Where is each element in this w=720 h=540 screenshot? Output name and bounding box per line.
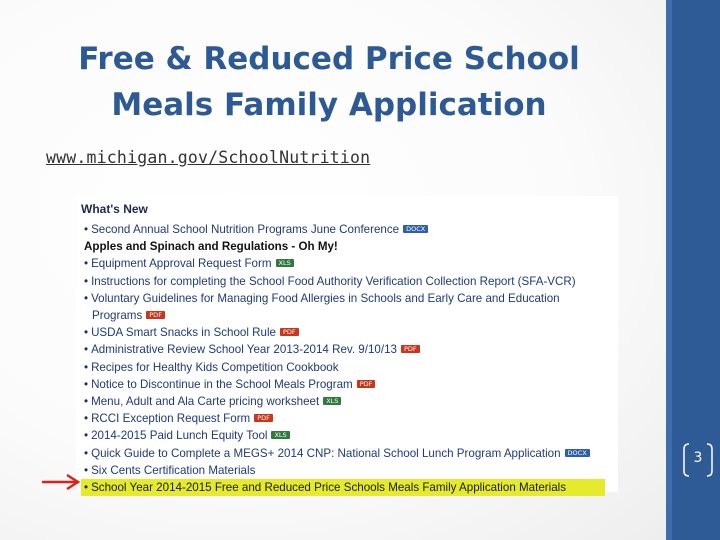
news-item-link[interactable]: RCCI Exception Request Form — [91, 412, 251, 426]
bullet-icon: • — [84, 395, 89, 409]
bullet-icon: • — [84, 377, 89, 391]
news-item[interactable] — [84, 238, 605, 255]
file-type-badge: PDF — [401, 345, 420, 353]
news-item-link[interactable]: USDA Smart Snacks in School Rule — [91, 326, 276, 340]
news-item-link[interactable]: Voluntary Guidelines for Managing Food Allergies in Schools and Early Care and Education — [91, 291, 560, 305]
news-item-link[interactable]: Six Cents Certification Materials — [91, 463, 256, 477]
news-item-link[interactable]: Second Annual School Nutrition Programs June Conference — [91, 223, 400, 236]
bullet-icon: • — [84, 274, 89, 288]
website-screenshot — [76, 196, 618, 495]
bullet-icon: • — [84, 291, 89, 305]
file-type-badge: XLS — [271, 431, 289, 439]
bullet-icon: • — [84, 343, 89, 357]
news-item[interactable] — [84, 427, 605, 444]
news-item[interactable] — [84, 273, 605, 290]
news-item-highlighted[interactable] — [81, 479, 605, 496]
news-item-link[interactable]: Administrative Review School Year 2013-2014 Rev. 9/10/13 — [91, 343, 397, 357]
file-type-badge: DOCX — [403, 225, 428, 233]
news-item[interactable] — [84, 324, 605, 341]
file-type-badge: DOCX — [565, 449, 590, 457]
bullet-icon: • — [84, 481, 89, 495]
bullet-icon: • — [84, 429, 89, 443]
bullet-icon: • — [84, 463, 89, 477]
news-item-link[interactable]: School Year 2014-2015 Free and Reduced Price Schools Meals Family Application Materials — [91, 481, 567, 495]
bullet-icon: • — [84, 326, 89, 340]
news-item-link[interactable]: Recipes for Healthy Kids Competition Cookbook — [91, 360, 339, 374]
news-item[interactable] — [84, 410, 605, 427]
news-item-link[interactable]: Equipment Approval Request Form — [91, 257, 272, 271]
bullet-icon: • — [84, 412, 89, 426]
right-arrow-icon — [40, 472, 84, 492]
news-item[interactable] — [84, 445, 605, 462]
file-type-badge: PDF — [280, 328, 299, 336]
news-item[interactable] — [84, 307, 605, 324]
news-item[interactable] — [84, 221, 605, 238]
whats-new-heading: What's New — [81, 202, 148, 216]
news-item[interactable] — [84, 462, 605, 479]
news-list — [84, 221, 605, 496]
news-item[interactable] — [84, 393, 605, 410]
bullet-icon: • — [84, 360, 89, 374]
news-item-link[interactable]: Apples and Spinach and Regulations - Oh My! — [84, 240, 338, 254]
bullet-icon: • — [84, 257, 89, 271]
news-item-link[interactable]: Quick Guide to Complete a MEGS+ 2014 CNP: National School Lunch Program Application — [91, 446, 561, 460]
news-item-link[interactable]: Instructions for completing the School Food Authority Verification Collection Report (SFA-VCR) — [91, 274, 576, 288]
page-number: 3 — [693, 450, 703, 466]
news-item[interactable] — [84, 255, 605, 272]
url-link[interactable]: www.michigan.gov/SchoolNutrition — [46, 148, 371, 167]
slide-title — [24, 36, 634, 128]
file-type-badge: PDF — [146, 311, 165, 319]
file-type-badge: DOC — [582, 276, 598, 285]
file-type-badge: PDF — [254, 414, 273, 422]
right-sidebar-accent — [666, 0, 672, 540]
slide-title-line-1: Free & Reduced Price School — [78, 41, 580, 77]
news-item[interactable] — [84, 376, 605, 393]
file-type-badge: XLS — [323, 397, 341, 405]
news-item[interactable] — [84, 341, 605, 358]
bullet-icon: • — [84, 446, 89, 460]
news-item-link[interactable]: Menu, Adult and Ala Carte pricing worksheet — [91, 395, 320, 409]
news-item[interactable] — [84, 359, 605, 376]
file-type-badge: PDF — [357, 380, 376, 388]
news-item[interactable] — [84, 290, 605, 307]
news-item-link[interactable]: Notice to Discontinue in the School Meals Program — [91, 377, 353, 391]
file-type-badge: XLS — [276, 259, 294, 267]
bullet-icon: • — [84, 223, 89, 236]
news-item-link[interactable]: 2014-2015 Paid Lunch Equity Tool — [91, 429, 268, 443]
news-item-link[interactable]: Programs — [92, 309, 143, 323]
slide-title-line-2: Meals Family Application — [111, 87, 547, 123]
